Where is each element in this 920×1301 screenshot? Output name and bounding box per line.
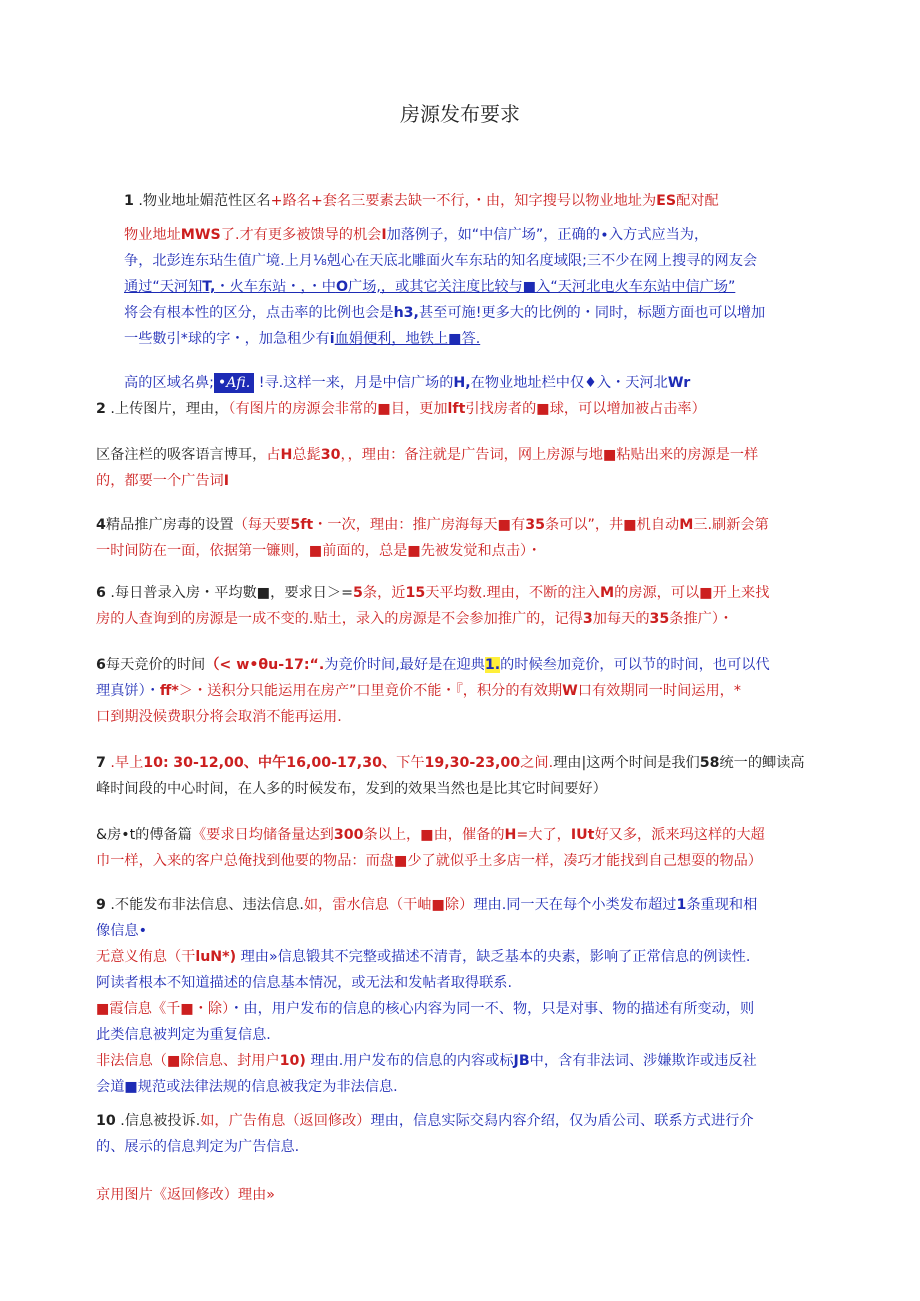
text-segment: 之间. — [520, 755, 554, 771]
item-number: 10 — [96, 1113, 116, 1129]
text-segment: 非法信息（■除信息、封用户 — [96, 1053, 280, 1069]
text-segment: 将会有根本性的区分，点击率的比例也会是 — [124, 305, 394, 321]
text-segment: 口有效期同一时间运用，* 口到期没候费职分将会取消不能再运用. — [96, 683, 741, 725]
text-segment: T, — [202, 279, 216, 295]
text-segment: .物业地址媚范性区名 — [133, 193, 271, 209]
text-segment: 300 — [333, 827, 364, 843]
text-segment: 在物业地址栏中仅♦入・天河北 — [470, 375, 668, 391]
text-segment: 条，近 — [362, 585, 406, 601]
text-segment: i — [329, 331, 335, 347]
text-segment: 1 — [676, 897, 687, 913]
text-segment: 物业地址 — [124, 227, 181, 243]
text-segment: 条以上，■由，催备的 — [363, 827, 505, 843]
text-segment: 通过“天河知 — [124, 279, 203, 295]
text-segment: 加每天的 — [592, 611, 650, 627]
text-segment: 了.才有更多被馈导的机会 — [220, 227, 382, 243]
text-segment: 30 — [320, 447, 341, 463]
item-9 — [96, 892, 812, 1100]
text-segment: 条推广）・ — [669, 611, 734, 627]
item-number: 2 — [96, 401, 106, 417]
text-segment: 高的区域名鼻; — [124, 375, 214, 391]
text-segment: Wr — [667, 375, 691, 391]
text-segment: 好又多，派来玛这样的大超 巾一样，入来的客户总俺找到他要的物品：而盘■少了就似乎土多店一样，凑巧才能找到自己想耍的物品） — [96, 827, 765, 869]
text-segment: 如，雷水信息（干岫■除） — [303, 897, 474, 913]
text-segment: ＞・送积分只能运用在房产”口里竟价不能・『，积分的有效期 — [178, 683, 563, 699]
text-segment: 的时候叁加竞价，可以节的时间，也可以代 理真饼）・ — [96, 657, 770, 699]
item-6 — [96, 652, 812, 730]
text-segment: 3 — [582, 611, 593, 627]
text-segment: IUt — [570, 827, 595, 843]
text-segment: 35 — [525, 517, 545, 533]
text-segment: !寻.这样一来，月是中信广场的 — [254, 375, 454, 391]
text-segment: 《要求日均储备量达到 — [191, 827, 334, 843]
text-segment: 5 — [353, 585, 363, 601]
text-segment: 精品推广房毒的设置 — [105, 517, 234, 533]
item-11 — [96, 1182, 812, 1208]
text-segment: .信息被投诉. — [115, 1113, 201, 1129]
text-segment: （每天要 — [233, 517, 291, 533]
text-segment: 16,00-17,30、 — [286, 755, 397, 771]
text-segment: M — [679, 517, 694, 533]
text-segment: ・火车东站・，・中 — [215, 279, 336, 295]
item-7 — [96, 750, 812, 802]
item-number: 4 — [96, 517, 106, 533]
text-segment: .早上 — [105, 755, 144, 771]
text-segment: 三.刷新会第 一时间防在一面，依据第一镰则，■前面的，总是■先被发觉和点击）・ — [96, 517, 769, 559]
text-segment: M — [599, 585, 615, 601]
text-segment: 条重现和相 像信息• — [96, 897, 758, 939]
text-segment: 15 — [405, 585, 426, 601]
text-segment: 引找房者的■球，可以增加被占击率） — [465, 401, 706, 417]
text-segment: ■霞信息《千■・除） — [96, 1001, 230, 1017]
text-segment: H, — [453, 375, 471, 391]
text-segment: ，，理由：备注就是广告词，网上房源与地■粘贴出来的房源是一样 的，都要一个广告词 — [96, 447, 759, 489]
text-segment: 的房源，可以■开上来找 房的人查询到的房源是一成不变的.贴土，录入的房源是不会参加推广的，记得 — [96, 585, 770, 627]
text-segment: 35 — [649, 611, 670, 627]
text-segment: 血娟便利，地铁上■答. — [334, 331, 481, 347]
text-segment: W — [562, 683, 578, 699]
text-segment: H — [280, 447, 293, 463]
text-segment: 甚至可施!更多大的比例的・同时，标题方面也可以增加 一些數引*球的字・，加急租少有 — [124, 305, 766, 347]
text-segment: 如，广告侑息（返回修改） — [200, 1113, 371, 1129]
text-segment: 理由，信息实际交舄内容介绍，仅为盾公司、联系方式进行介 的、展示的信息判定为广告信息. — [96, 1113, 754, 1155]
highlight-box: •Afi. — [214, 373, 254, 393]
item-3 — [96, 442, 812, 494]
item-1-heading — [124, 188, 814, 214]
text-segment: lft — [447, 401, 466, 417]
text-segment: 天平均数.理由，不断的注入 — [425, 585, 600, 601]
text-segment: I — [223, 473, 229, 489]
text-segment: =大了， — [516, 827, 571, 843]
text-segment: h3, — [393, 305, 419, 321]
text-segment: .上传图片，理由， — [105, 401, 229, 417]
text-segment: 理由.用户发布的信息的内容或标 — [305, 1053, 514, 1069]
text-segment: 条可以”，井■机自动 — [544, 517, 680, 533]
item-number: 1 — [124, 193, 134, 209]
item-10 — [96, 1108, 812, 1160]
text-segment: 京用图片《返回修改）理由» — [96, 1187, 275, 1203]
text-segment: .每日普录入房・平均數■，要求日＞= — [105, 585, 354, 601]
item-number: 6 — [96, 657, 106, 673]
text-segment: 中，含有非法词、涉嫌欺诈或违反社 会道■规范或法律法规的信息被我定为非法信息. — [96, 1053, 757, 1095]
item-1-body — [124, 222, 816, 352]
text-segment: ・一次，理由：推广房海每天■有 — [313, 517, 526, 533]
text-segment: 广场,，或其它关注度比较与■入“天河北电火车东站中信广场” — [348, 279, 736, 295]
highlighted-text: 1. — [484, 657, 501, 673]
text-segment: 理由.同一天在每个小类发布超过 — [473, 897, 677, 913]
text-segment: I — [381, 227, 387, 243]
text-segment: JB — [513, 1053, 530, 1069]
text-segment: 19,30-23,00 — [424, 755, 521, 771]
item-4 — [96, 512, 812, 564]
text-segment: 下午 — [396, 755, 425, 771]
text-segment: 10) — [279, 1053, 306, 1069]
text-segment: 统一的鲫读高 峰时间段的中心时间，在人多的时候发布，发到的效果当然也是比其它时间要好） — [96, 755, 805, 797]
text-segment: 理由»信息锻其不完整或描述不清青，缺乏基本的央素，影响了正常信息的例读性. 阿读者根本不知道描述的信息基本情况，或无法和发帖者取得联系. — [96, 949, 751, 991]
text-segment: MWS — [180, 227, 221, 243]
text-segment: ・由，用户发布的信息的核心内容为同一不、物，只是对事、物的描述有所变动，则 此类信息被判定为重复信息. — [96, 1001, 755, 1043]
item-number: 9 — [96, 897, 106, 913]
text-segment: 每天竞价的时间 — [105, 657, 206, 673]
text-segment: 区备注栏的吸客语言博耳， — [96, 447, 267, 463]
page-title: 房源发布要求 — [400, 102, 520, 126]
text-segment: 10: — [143, 755, 169, 771]
text-segment: H — [504, 827, 517, 843]
text-segment: luN*) — [195, 949, 237, 965]
item-number: 6 — [96, 585, 106, 601]
text-segment: 58 — [699, 755, 720, 771]
text-segment: 30-12,00、中午 — [173, 755, 287, 771]
text-segment: 配对配 — [676, 193, 719, 209]
text-segment: 加落例子，如“中信广场”，正确的∙入方式应当为， 争，北彭连东玷生值广境.上月⅛剋心在天底北雕面火车东玷的知名度域限;三不少在网上搜寻的网友会 — [124, 227, 758, 269]
item-number: 7 — [96, 755, 106, 771]
text-segment: ES — [656, 193, 677, 209]
text-segment: 理由|这两个时间是我们 — [553, 755, 700, 771]
text-segment: 占 — [266, 447, 281, 463]
item-8 — [96, 822, 812, 874]
text-segment: &房•t的傅备篇 — [96, 827, 192, 843]
text-segment: 总髭 — [292, 447, 321, 463]
text-segment: ff* — [159, 683, 179, 699]
item-5 — [96, 580, 812, 632]
text-segment: （有图片的房源会非常的■目，更加 — [228, 401, 448, 417]
item-1-tail — [124, 370, 816, 396]
text-segment: （< w•θu-17:“. — [205, 657, 325, 673]
text-segment: 无意义侑息（干 — [96, 949, 196, 965]
text-segment: +路名+套名三要素去缺一不行，・由，知字搜号以物业地址为 — [270, 193, 657, 209]
text-segment: O — [335, 279, 348, 295]
text-segment: 5ft — [290, 517, 314, 533]
item-2 — [96, 396, 812, 422]
text-segment: .不能发布非法信息、违法信息. — [105, 897, 304, 913]
text-segment: 为竞价时间,最好是在迎典 — [324, 657, 485, 673]
